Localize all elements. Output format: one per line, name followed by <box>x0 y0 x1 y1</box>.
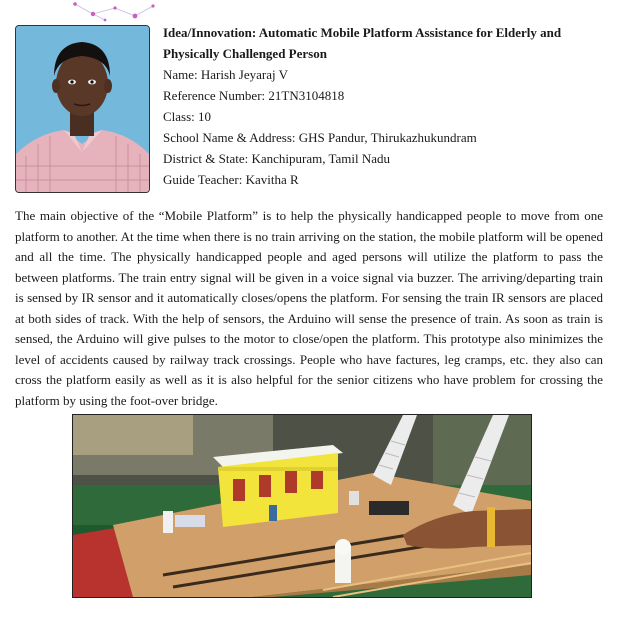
student-name: Name: Harish Jeyaraj V <box>163 67 289 82</box>
project-model-photo <box>72 414 532 598</box>
student-class: Class: 10 <box>163 109 212 124</box>
idea-title-line1: Automatic Mobile Platform Assistance for Elderly and <box>258 25 562 40</box>
student-portrait <box>15 25 150 193</box>
decorative-network-graphic <box>55 0 165 22</box>
school-address: School Name & Address: GHS Pandur, Thirukazhukundram <box>163 130 477 145</box>
student-info <box>163 22 603 190</box>
guide-teacher: Guide Teacher: Kavitha R <box>163 172 299 187</box>
idea-title <box>163 22 603 64</box>
reference-number: Reference Number: 21TN3104818 <box>163 88 345 103</box>
project-description: The main objective of the “Mobile Platform” is to help the physically handicapped people to move from one platform to another. At the time when there is no train arriving on the station, the mobile platform will be opened and all the time. The physically handicapped people and aged persons will utilize the platform to pass the between platforms. The train entry signal will be given in a voice signal via buzzer. The arriving/departing train is sensed by IR sensor and it automatically closes/opens the platform. For sensing the train IR sensors are placed at both sides of track. With the help of sensors, the Arduino will sense the presence of train. As soon as train is sensed, the Arduino will give pulses to the motor to close/open the platform. This prototype also minimizes the level of accidents caused by railway track crossings. People who have factures, leg cramps, etc. they also can cross the platform easily as well as it is also helpful for the senior citizens who have problem for crossing the platform by using the foot-over bridge. <box>15 208 603 408</box>
idea-title-line2: Physically Challenged Person <box>163 46 327 61</box>
district-state: District & State: Kanchipuram, Tamil Nadu <box>163 151 391 166</box>
idea-label: Idea/Innovation: <box>163 25 257 40</box>
